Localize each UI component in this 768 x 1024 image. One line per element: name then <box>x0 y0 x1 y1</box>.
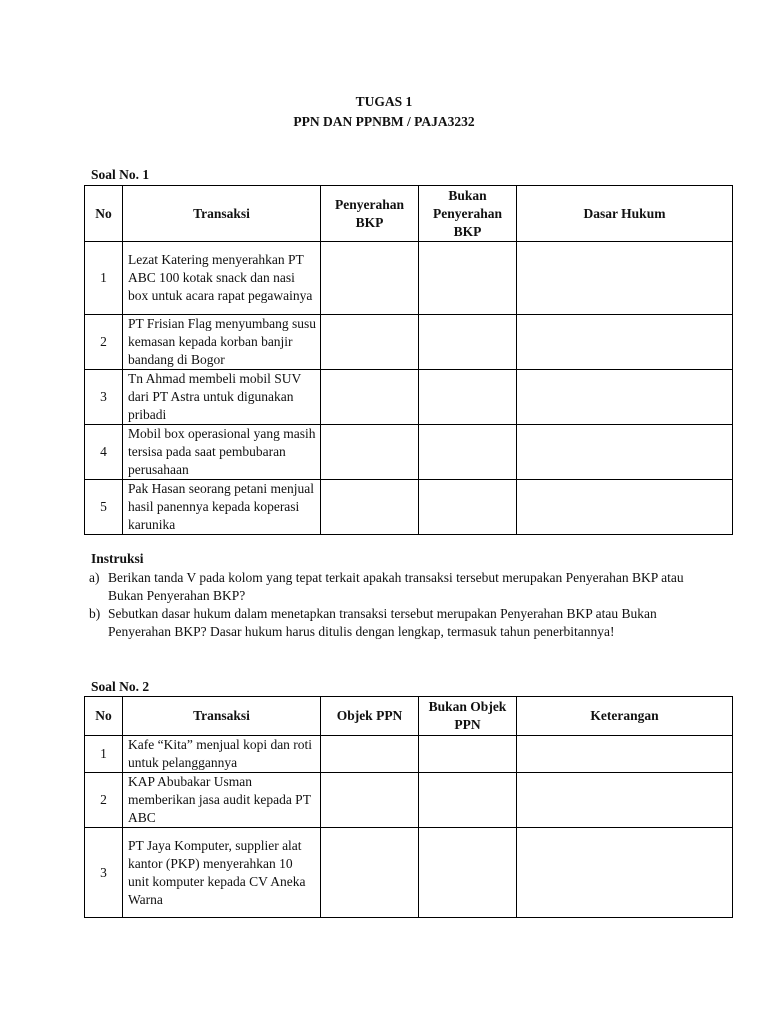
transaksi-cell: PT Frisian Flag menyumbang susu kemasan kepada korban banjir bandang di Bogor <box>123 315 321 370</box>
table-row <box>85 315 733 370</box>
soal-1-label: Soal No. 1 <box>91 167 150 182</box>
instruksi-text: Berikan tanda V pada kolom yang tepat terkait apakah transaksi tersebut merupakan Penyerahan BKP atau Bukan Penyerahan BKP? <box>108 570 684 603</box>
transaksi-cell: Tn Ahmad membeli mobil SUV dari PT Astra untuk digunakan pribadi <box>123 370 321 425</box>
instruksi-item <box>89 569 689 605</box>
soal-1-table <box>84 185 733 535</box>
objek-ppn-cell[interactable] <box>321 736 419 773</box>
table-row <box>85 480 733 535</box>
row-number: 5 <box>85 480 123 535</box>
instruksi-title: Instruksi <box>91 551 144 566</box>
row-number: 1 <box>85 242 123 315</box>
dasar-hukum-cell[interactable] <box>517 425 733 480</box>
penyerahan-bkp-cell[interactable] <box>321 370 419 425</box>
table-row <box>85 828 733 918</box>
objek-ppn-cell[interactable] <box>321 773 419 828</box>
transaksi-cell: Lezat Katering menyerahkan PT ABC 100 kotak snack dan nasi box untuk acara rapat pegawainya <box>123 242 321 315</box>
row-number: 4 <box>85 425 123 480</box>
column-header-bukan-penyerahan-bkp: Bukan Penyerahan BKP <box>419 186 517 242</box>
column-header-no: No <box>85 186 123 242</box>
dasar-hukum-cell[interactable] <box>517 480 733 535</box>
table-header-row <box>85 186 733 242</box>
document-title: TUGAS 1 <box>355 94 413 109</box>
bukan-objek-ppn-cell[interactable] <box>419 773 517 828</box>
table-row <box>85 736 733 773</box>
dasar-hukum-cell[interactable] <box>517 242 733 315</box>
column-header-bukan-objek-ppn: Bukan Objek PPN <box>419 697 517 736</box>
transaksi-cell: KAP Abubakar Usman memberikan jasa audit kepada PT ABC <box>123 773 321 828</box>
transaksi-cell: Mobil box operasional yang masih tersisa pada saat pembubaran perusahaan <box>123 425 321 480</box>
bukan-objek-ppn-cell[interactable] <box>419 736 517 773</box>
penyerahan-bkp-cell[interactable] <box>321 242 419 315</box>
bukan-penyerahan-bkp-cell[interactable] <box>419 480 517 535</box>
row-number: 3 <box>85 828 123 918</box>
soal-2-label: Soal No. 2 <box>91 679 150 694</box>
transaksi-cell: Pak Hasan seorang petani menjual hasil panennya kepada koperasi karunika <box>123 480 321 535</box>
instruksi-item <box>89 605 689 641</box>
row-number: 2 <box>85 315 123 370</box>
bukan-penyerahan-bkp-cell[interactable] <box>419 425 517 480</box>
row-number: 1 <box>85 736 123 773</box>
column-header-objek-ppn: Objek PPN <box>321 697 419 736</box>
dasar-hukum-cell[interactable] <box>517 315 733 370</box>
column-header-dasar-hukum: Dasar Hukum <box>517 186 733 242</box>
column-header-penyerahan-bkp: Penyerahan BKP <box>321 186 419 242</box>
keterangan-cell[interactable] <box>517 828 733 918</box>
bukan-penyerahan-bkp-cell[interactable] <box>419 370 517 425</box>
column-header-transaksi: Transaksi <box>123 697 321 736</box>
instruksi-marker: a) <box>89 570 100 585</box>
dasar-hukum-cell[interactable] <box>517 370 733 425</box>
transaksi-cell: PT Jaya Komputer, supplier alat kantor (PKP) menyerahkan 10 unit komputer kepada CV Aneka Warna <box>123 828 321 918</box>
document-subtitle: PPN DAN PPNBM / PAJA3232 <box>293 114 475 129</box>
bukan-penyerahan-bkp-cell[interactable] <box>419 315 517 370</box>
bukan-penyerahan-bkp-cell[interactable] <box>419 242 517 315</box>
keterangan-cell[interactable] <box>517 736 733 773</box>
column-header-transaksi: Transaksi <box>123 186 321 242</box>
table-header-row <box>85 697 733 736</box>
bukan-objek-ppn-cell[interactable] <box>419 828 517 918</box>
objek-ppn-cell[interactable] <box>321 828 419 918</box>
transaksi-cell: Kafe “Kita” menjual kopi dan roti untuk pelanggannya <box>123 736 321 773</box>
penyerahan-bkp-cell[interactable] <box>321 315 419 370</box>
column-header-keterangan: Keterangan <box>517 697 733 736</box>
row-number: 3 <box>85 370 123 425</box>
penyerahan-bkp-cell[interactable] <box>321 425 419 480</box>
instruksi-marker: b) <box>89 606 101 621</box>
table-row <box>85 242 733 315</box>
table-row <box>85 773 733 828</box>
keterangan-cell[interactable] <box>517 773 733 828</box>
soal-2-table <box>84 696 733 918</box>
penyerahan-bkp-cell[interactable] <box>321 480 419 535</box>
column-header-no: No <box>85 697 123 736</box>
table-row <box>85 370 733 425</box>
table-row <box>85 425 733 480</box>
instruksi-text: Sebutkan dasar hukum dalam menetapkan transaksi tersebut merupakan Penyerahan BKP atau Bukan Penyerahan BKP? Dasar hukum harus ditulis dengan lengkap, termasuk tahun penerbitannya! <box>108 606 657 639</box>
row-number: 2 <box>85 773 123 828</box>
